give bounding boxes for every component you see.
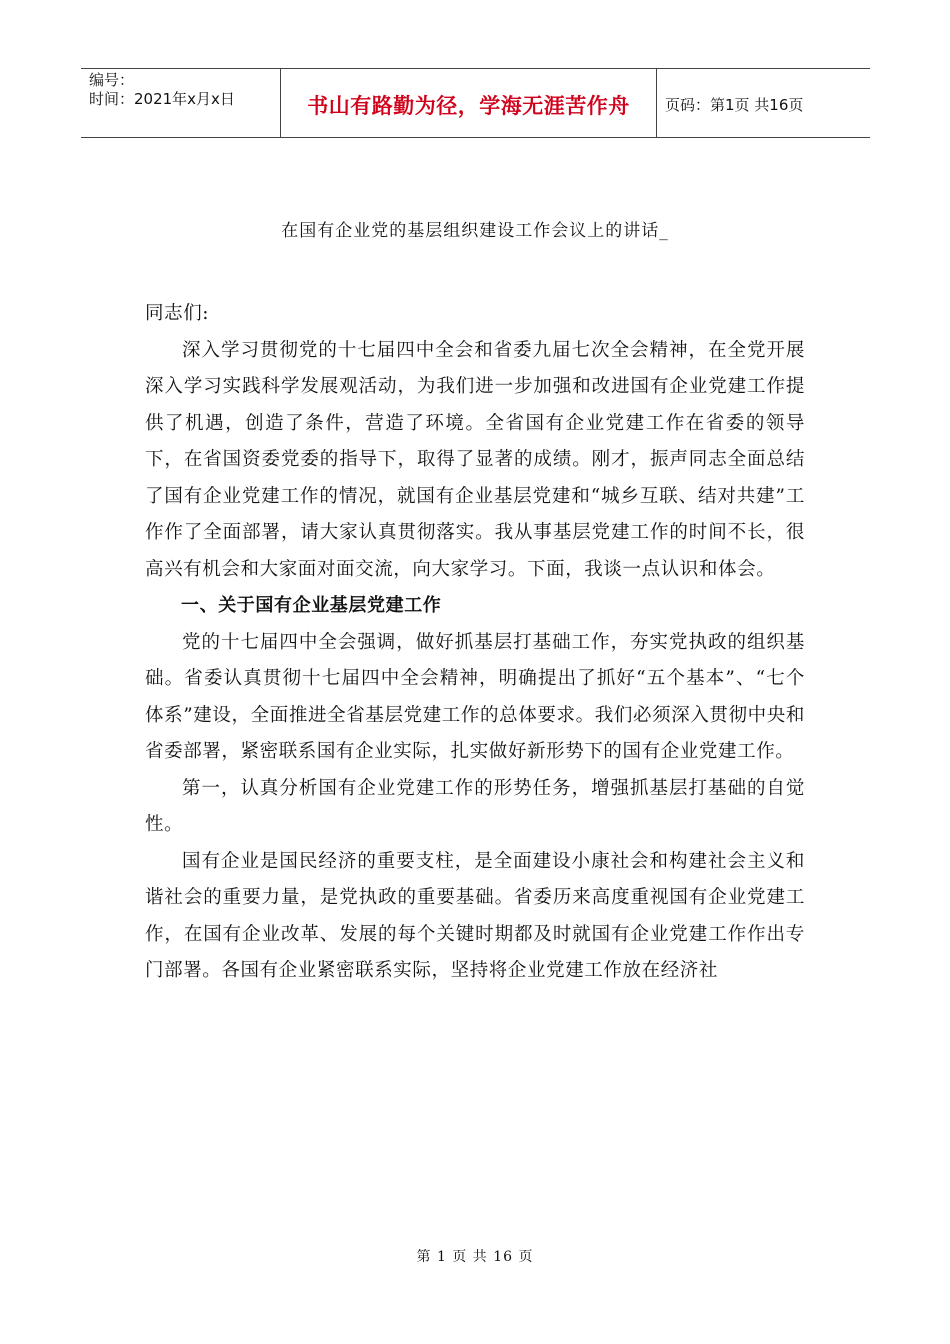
section-paragraph: 国有企业是国民经济的重要支柱，是全面建设小康社会和构建社会主义和谐社会的重要力量，是党执政的重要基础。省委历来高度重视国有企业党建工作，在国有企业改革、发展的每个关键时期都及时就国有企业党建工作作出专门部署。各国有企业紧密联系实际，坚持将企业党建工作放在经济社 [145, 850, 805, 981]
header-meta [81, 69, 281, 137]
document-number-label: 编号： [89, 71, 135, 89]
intro-paragraph: 深入学习贯彻党的十七届四中全会和省委九届七次全会精神，在全党开展深入学习实践科学发展观活动，为我们进一步加强和改进国有企业党建工作提供了机遇，创造了条件，营造了环境。全省国有企业党建工作在省委的领导下，在省国资委党委的指导下，取得了显著的成绩。刚才，振声同志全面总结了国有企业党建工作的情况，就国有企业基层党建和“城乡互联、结对共建”工作作了全面部署，请大家认真贯彻落实。我从事基层党建工作的时间不长，很高兴有机会和大家面对面交流，向大家学习。下面，我谈一点认识和体会。 [145, 339, 805, 580]
section-subheading: 第一，认真分析国有企业党建工作的形势任务，增强抓基层打基础的自觉性。 [145, 777, 805, 835]
header-motto: 书山有路勤为径，学海无涯苦作舟 [281, 69, 657, 137]
section-paragraph: 党的十七届四中全会强调，做好抓基层打基础工作，夯实党执政的组织基础。省委认真贯彻十七届四中全会精神，明确提出了抓好“五个基本”、“七个体系”建设，全面推进全省基层党建工作的总体要求。我们必须深入贯彻中央和省委部署，紧密联系国有企业实际，扎实做好新形势下的国有企业党建工作。 [145, 631, 805, 762]
document-body [145, 296, 805, 990]
greeting: 同志们: [145, 303, 210, 324]
document-title: 在国有企业党的基层组织建设工作会议上的讲话_ [281, 221, 669, 241]
section-heading: 一、关于国有企业基层党建工作 [181, 595, 442, 616]
document-date-label: 时间：2021年x月x日 [89, 90, 235, 108]
page-header [81, 68, 870, 138]
page-footer: 第 1 页 共 16 页 [416, 1249, 534, 1265]
header-page-info: 页码：第1页 共16页 [665, 95, 804, 114]
